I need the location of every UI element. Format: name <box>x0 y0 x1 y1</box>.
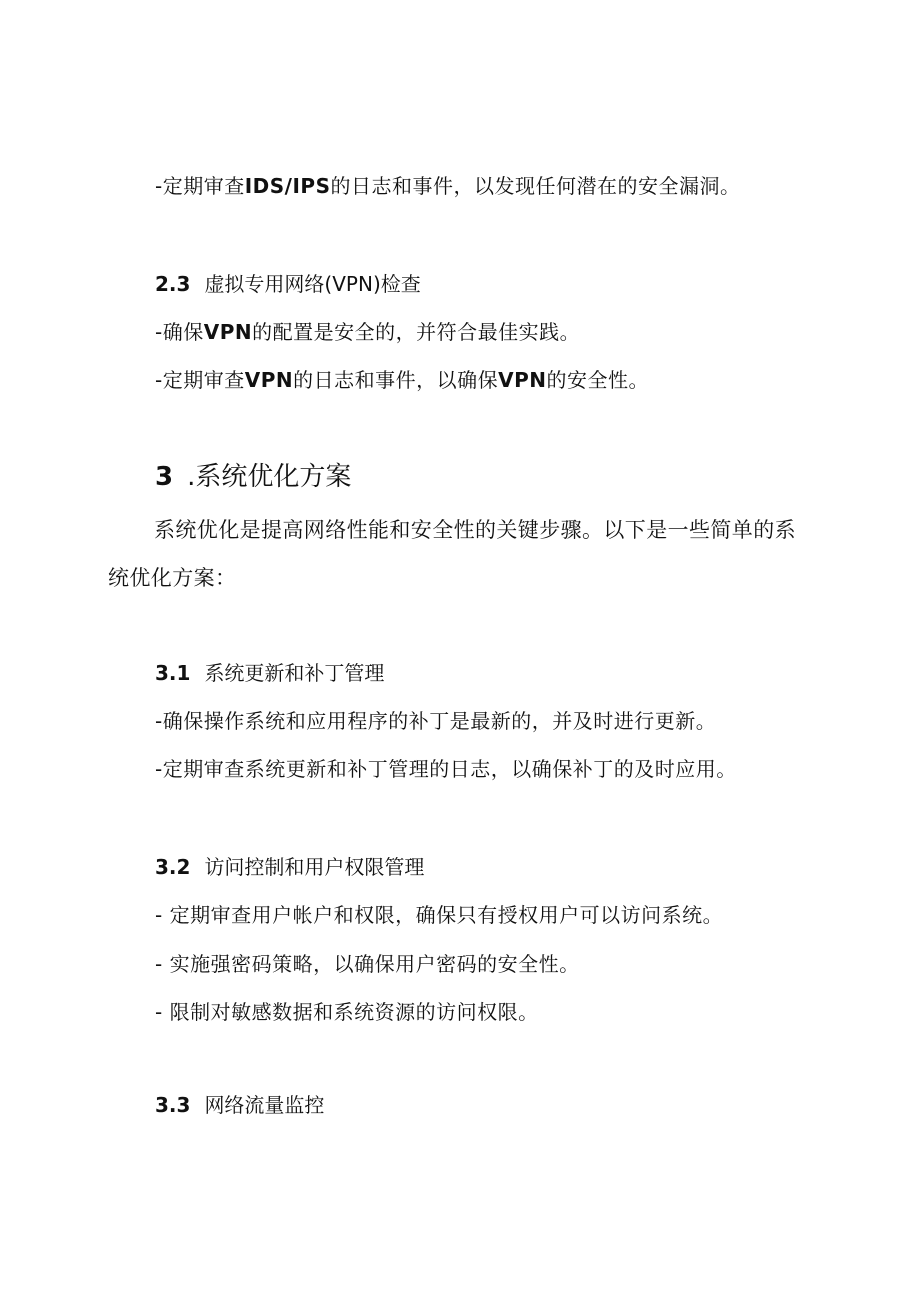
section-title: 系统更新和补丁管理 <box>204 661 385 685</box>
list-item: - 定期审查用户帐户和权限，确保只有授权用户可以访问系统。 <box>155 903 724 927</box>
list-item: -定期审查系统更新和补丁管理的日志，以确保补丁的及时应用。 <box>155 757 737 781</box>
section-number: 2.3 <box>155 272 191 296</box>
text-segment: 的配置是安全的，并符合最佳实践。 <box>252 320 581 344</box>
text-segment: 的日志和事件，以发现任何潜在的安全漏洞。 <box>330 174 741 198</box>
bold-term: VPN <box>498 368 547 392</box>
section-number: 3.3 <box>155 1093 191 1117</box>
text-segment: 的安全性。 <box>546 368 649 392</box>
text-segment: -定期审查 <box>155 174 245 198</box>
bold-term: VPN <box>203 320 253 344</box>
section-heading-3-3 <box>155 1091 324 1119</box>
vpn-config-line <box>155 318 580 346</box>
ids-ips-log-review-line <box>155 172 740 200</box>
section-title: 网络流量监控 <box>204 1093 325 1117</box>
section-number: 3.1 <box>155 661 191 685</box>
section-heading-3-1 <box>155 659 384 687</box>
bold-term: IDS/IPS <box>244 174 331 198</box>
list-item: -确保操作系统和应用程序的补丁是最新的，并及时进行更新。 <box>155 709 717 733</box>
section-title: 访问控制和用户权限管理 <box>204 855 425 879</box>
section-heading-2-3 <box>155 270 421 298</box>
text-segment: 的日志和事件，以确保 <box>293 368 499 392</box>
section-title: 虚拟专用网络(VPN)检查 <box>204 272 421 296</box>
section-heading-3 <box>155 460 351 494</box>
vpn-log-review-line <box>155 366 649 394</box>
list-item: - 实施强密码策略，以确保用户密码的安全性。 <box>155 952 580 976</box>
text-segment: -定期审查 <box>155 368 245 392</box>
section-number: 3 <box>155 462 174 492</box>
section-heading-3-2 <box>155 853 424 881</box>
text-segment: -确保 <box>155 320 204 344</box>
section-3-intro-paragraph: 系统优化是提高网络性能和安全性的关键步骤。以下是一些简单的系统优化方案： <box>108 518 796 590</box>
section-number: 3.2 <box>155 855 191 879</box>
bold-term: VPN <box>244 368 294 392</box>
section-title: .系统优化方案 <box>187 462 352 492</box>
list-item: - 限制对敏感数据和系统资源的访问权限。 <box>155 1000 539 1024</box>
